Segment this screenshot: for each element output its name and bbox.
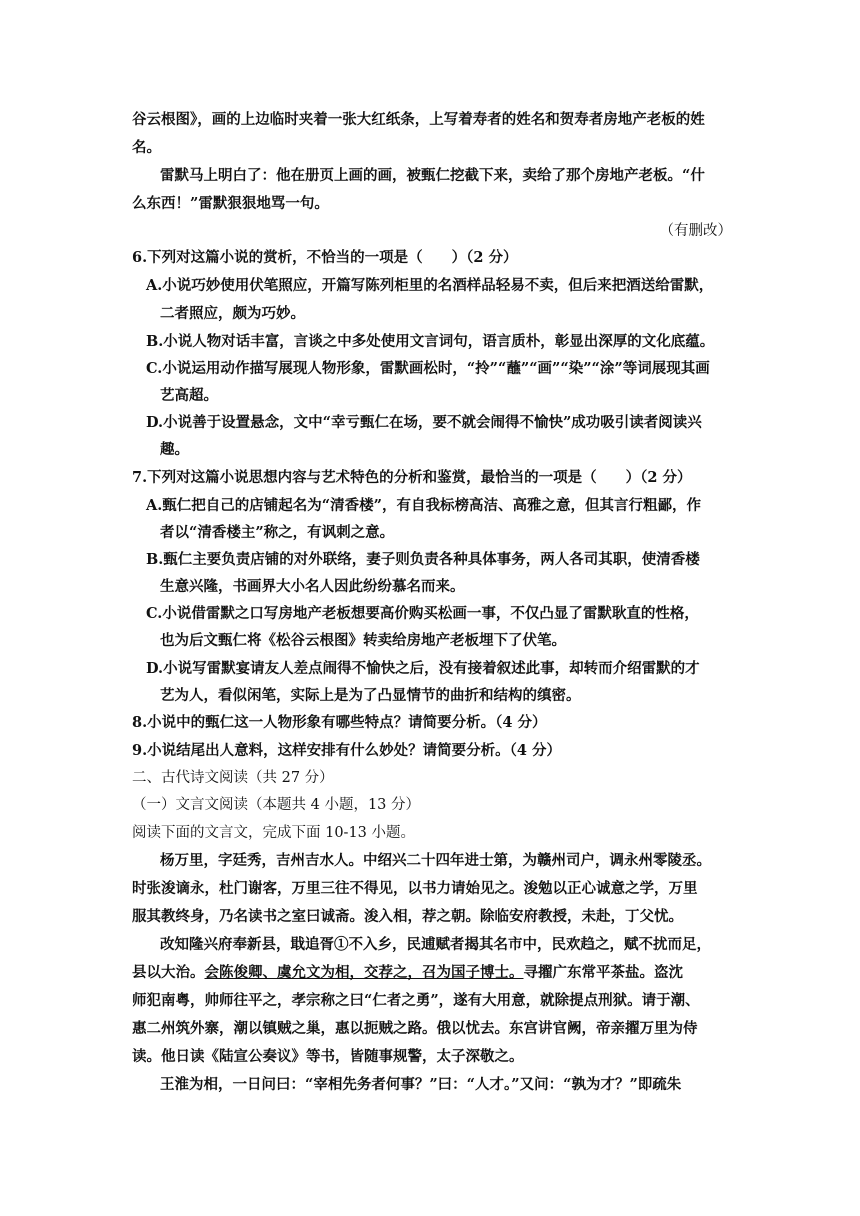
subsection-title: （一）文言文阅读（本题共 4 小题，13 分）	[132, 797, 421, 813]
classical-text-line: 读。他日读《陆宣公奏议》等书，皆随事规警，太子深敬之。	[132, 1048, 524, 1065]
story-line: 么东西！”雷默狠狠地骂一句。	[132, 195, 329, 212]
story-line: 名。	[132, 139, 161, 156]
q7-option-b-cont: 生意兴隆，书画界大小名人因此纷纷慕名而来。	[160, 578, 465, 595]
q6-option-c-cont: 艺高超。	[160, 387, 218, 404]
q6-option-b: B.小说人物对话丰富，言谈之中多处使用文言词句，语言质朴，彰显出深厚的文化底蕴。	[146, 333, 715, 350]
q6-option-a: A.小说巧妙使用伏笔照应，开篇写陈列柜里的名酒样品轻易不卖，但后来把酒送给雷默，	[146, 277, 714, 294]
question-8: 8.小说中的甄仁这一人物形象有哪些特点？请简要分析。（4 分）	[132, 714, 547, 731]
q7-option-a: A.甄仁把自己的店铺起名为“清香楼”，有自我标榜高洁、高雅之意，但其言行粗鄙，作	[146, 497, 701, 514]
q6-option-a-cont: 二者照应，颇为巧妙。	[160, 305, 305, 322]
q7-option-d: D.小说写雷默宴请友人差点闹得不愉快之后，没有接着叙述此事，却转而介绍雷默的才	[146, 660, 700, 677]
q7-option-b: B.甄仁主要负责店铺的对外联络，妻子则负责各种具体事务，两人各司其职，使清香楼	[146, 551, 700, 568]
classical-text-line: 服其教终身，乃名读书之室曰诚斋。浚入相，荐之朝。除临安府教授，未赴，丁父忧。	[132, 908, 683, 925]
q7-option-c: C.小说借雷默之口写房地产老板想要高价购买松画一事，不仅凸显了雷默耿直的性格，	[146, 605, 699, 622]
underlined-sentence: 会陈俊卿、虞允文为相，交荐之，召为国子博士。	[204, 964, 524, 981]
classical-text-line: 杨万里，字廷秀，吉州吉水人。中绍兴二十四年进士第，为赣州司户，调永州零陵丞。	[160, 852, 711, 869]
classical-text-line: 改知隆兴府奉新县，戢追胥①不入乡，民逋赋者揭其名市中，民欢趋之，赋不扰而足，	[160, 936, 711, 953]
q6-option-d-cont: 趣。	[160, 441, 189, 458]
question-9: 9.小说结尾出人意料，这样安排有什么妙处？请简要分析。（4 分）	[132, 742, 562, 759]
reading-instruction: 阅读下面的文言文，完成下面 10-13 小题。	[132, 825, 416, 841]
question-6-stem: 6.下列对这篇小说的赏析，不恰当的一项是（ ）（2 分）	[132, 249, 518, 266]
q7-option-a-cont: 者以“清香楼主”称之，有讽刺之意。	[160, 524, 395, 541]
source-note: （有删改）	[659, 223, 732, 239]
story-line: 雷默马上明白了：他在册页上画的画，被甄仁挖截下来，卖给了那个房地产老板。“什	[160, 167, 705, 184]
q6-option-d: D.小说善于设置悬念，文中“幸亏甄仁在场，要不就会闹得不愉快”成功吸引读者阅读兴	[146, 414, 702, 431]
classical-text-segment: 县以大治。	[132, 964, 205, 981]
q7-option-d-cont: 艺为人，看似闲笔，实际上是为了凸显情节的曲折和结构的缜密。	[160, 687, 581, 704]
classical-text-segment: 寻擢广东常平茶盐。盗沈	[523, 964, 683, 981]
section-title: 二、古代诗文阅读（共 27 分）	[132, 770, 334, 786]
classical-text-line: 时张浚谪永，杜门谢客，万里三往不得见，以书力请始见之。浚勉以正心诚意之学，万里	[132, 880, 698, 897]
story-line: 谷云根图》，画的上边临时夹着一张大红纸条，上写着寿者的姓名和贺寿者房地产老板的姓	[132, 111, 705, 128]
classical-text-line: 惠二州筑外寨，潮以镇贼之巢，惠以扼贼之路。俄以忧去。东宫讲官阙，帝亲擢万里为侍	[132, 1020, 698, 1037]
q6-option-c: C.小说运用动作描写展现人物形象，雷默画松时，“拎”“蘸”“画”“染”“涂”等词展现其画	[146, 360, 710, 377]
classical-text-line	[132, 960, 732, 986]
question-7-stem: 7.下列对这篇小说思想内容与艺术特色的分析和鉴赏，最恰当的一项是（ ）（2 分）	[132, 469, 692, 486]
classical-text-line: 师犯南粤，帅师往平之，孝宗称之曰“仁者之勇”，遂有大用意，就除提点刑狱。请于潮、	[132, 992, 700, 1009]
q7-option-c-cont: 也为后文甄仁将《松谷云根图》转卖给房地产老板埋下了伏笔。	[160, 632, 566, 649]
classical-text-line: 王淮为相，一日问曰：“宰相先务者何事？”曰：“人才。”又问：“孰为才？”即疏朱	[160, 1076, 682, 1093]
